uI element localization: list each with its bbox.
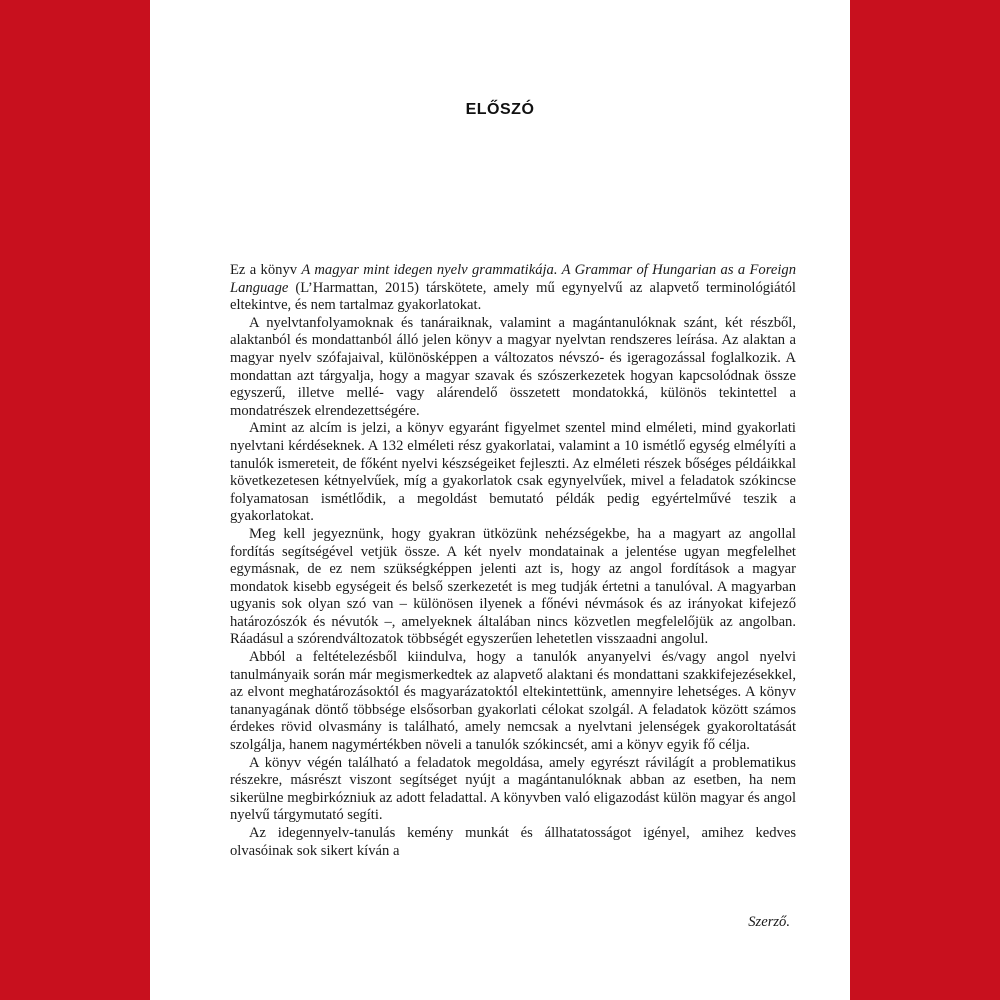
paragraph: Meg kell jegyeznünk, hogy gyakran ütközünk nehézségekbe, ha a magyart az angollal fordítás segítségével vetjük össze. A két nyelv mondatainak a jelentése ugyan megfelelhet egymásnak, de ez nem szükségképpen jelenti azt is, hogy az angol fordítások a magyar mondatok kisebb egységeit és belső szerkezetét is meg tudják értetni a tanulóval. A magyarban ugyanis sok olyan szó van – különösen ilyenek a főnévi névmások és az irányokat kifejező határozószók és névutók –, amelyeknek általában nincs közvetlen megfelelőjük az angolban. Ráadásul a szórendváltozatok többségét egyszerűen lehetetlen visszaadni angolul.: [230, 525, 796, 648]
intro-book-title: A magyar mint idegen nyelv grammatikája. A Grammar of Hungarian as a Foreign Language: [230, 262, 796, 296]
preface-body: [230, 262, 796, 860]
paragraph: A könyv végén található a feladatok megoldása, amely egyrészt rávilágít a problematikus részekre, másrészt viszont segítséget nyújt a magántanulóknak abban az esetben, ha nem sikerülne megbirkózniuk az adott feladattal. A könyvben való eligazodást külön magyar és angol nyelvű tárgymutató segíti.: [230, 754, 796, 824]
paragraph-intro: [230, 262, 796, 315]
intro-rest: (L’Harmattan, 2015) társkötete, amely mű egynyelvű az alapvető terminológiától eltekintve, és nem tartalmaz gyakorlatokat.: [230, 279, 796, 314]
intro-lead: Ez a könyv: [230, 262, 302, 278]
paragraph: Abból a feltételezésből kiindulva, hogy a tanulók anyanyelvi és/vagy angol nyelvi tanulmányaik során már megismerkedtek az alapvető alaktani és mondattani szakkifejezésekkel, az elvont meghatározásoktól és magyarázatoktól eltekintettünk, amennyire lehetséges. A könyv tananyagának döntő többsége elsősorban gyakorlati célokat szolgál. A feladatok között számos érdekes rövid olvasmány is található, amely nemcsak a nyelvtani jelenségek gyakoroltatását szolgálja, hanem nagymértékben növeli a tanulók szókincsét, ami a könyv egyik fő célja.: [230, 649, 796, 754]
page: [150, 0, 850, 1000]
paragraph: A nyelvtanfolyamoknak és tanáraiknak, valamint a magántanulóknak szánt, két részből, alaktanból és mondattanból álló jelen könyv a magyar nyelvtan rendszeres leírása. Az alaktan a magyar nyelv szófajaival, különösképpen a változatos névszó- és igeragozással foglalkozik. A mondattan azt tárgyalja, hogy a magyar szavak és szószerkezetek hogyan kapcsolódnak össze egyszerű, illetve mellé- vagy alárendelő összetett mondatokká, különös tekintettel a mondatrészek elrendezettségére.: [230, 314, 796, 419]
paragraph: Amint az alcím is jelzi, a könyv egyaránt figyelmet szentel mind elméleti, mind gyakorlati nyelvtani kérdéseknek. A 132 elméleti rész gyakorlatai, valamint a 10 ismétlő egység elmélyíti a tanulók ismereteit, de főként nyelvi készségeiket fejleszti. Az elméleti részek bőséges példáikkal következetesen kétnyelvűek, míg a gyakorlatok csak egynyelvűek, mivel a feladatok szókincse folyamatosan ismétlődik, a megoldást bemutató példák pedig egyértelművé teszik a gyakorlatokat.: [230, 420, 796, 525]
paragraph: Az idegennyelv-tanulás kemény munkát és állhatatosságot igényel, amihez kedves olvasóinak sok sikert kíván a: [230, 825, 796, 859]
signature: Szerző.: [748, 914, 790, 930]
page-title: ELŐSZÓ: [465, 101, 535, 118]
